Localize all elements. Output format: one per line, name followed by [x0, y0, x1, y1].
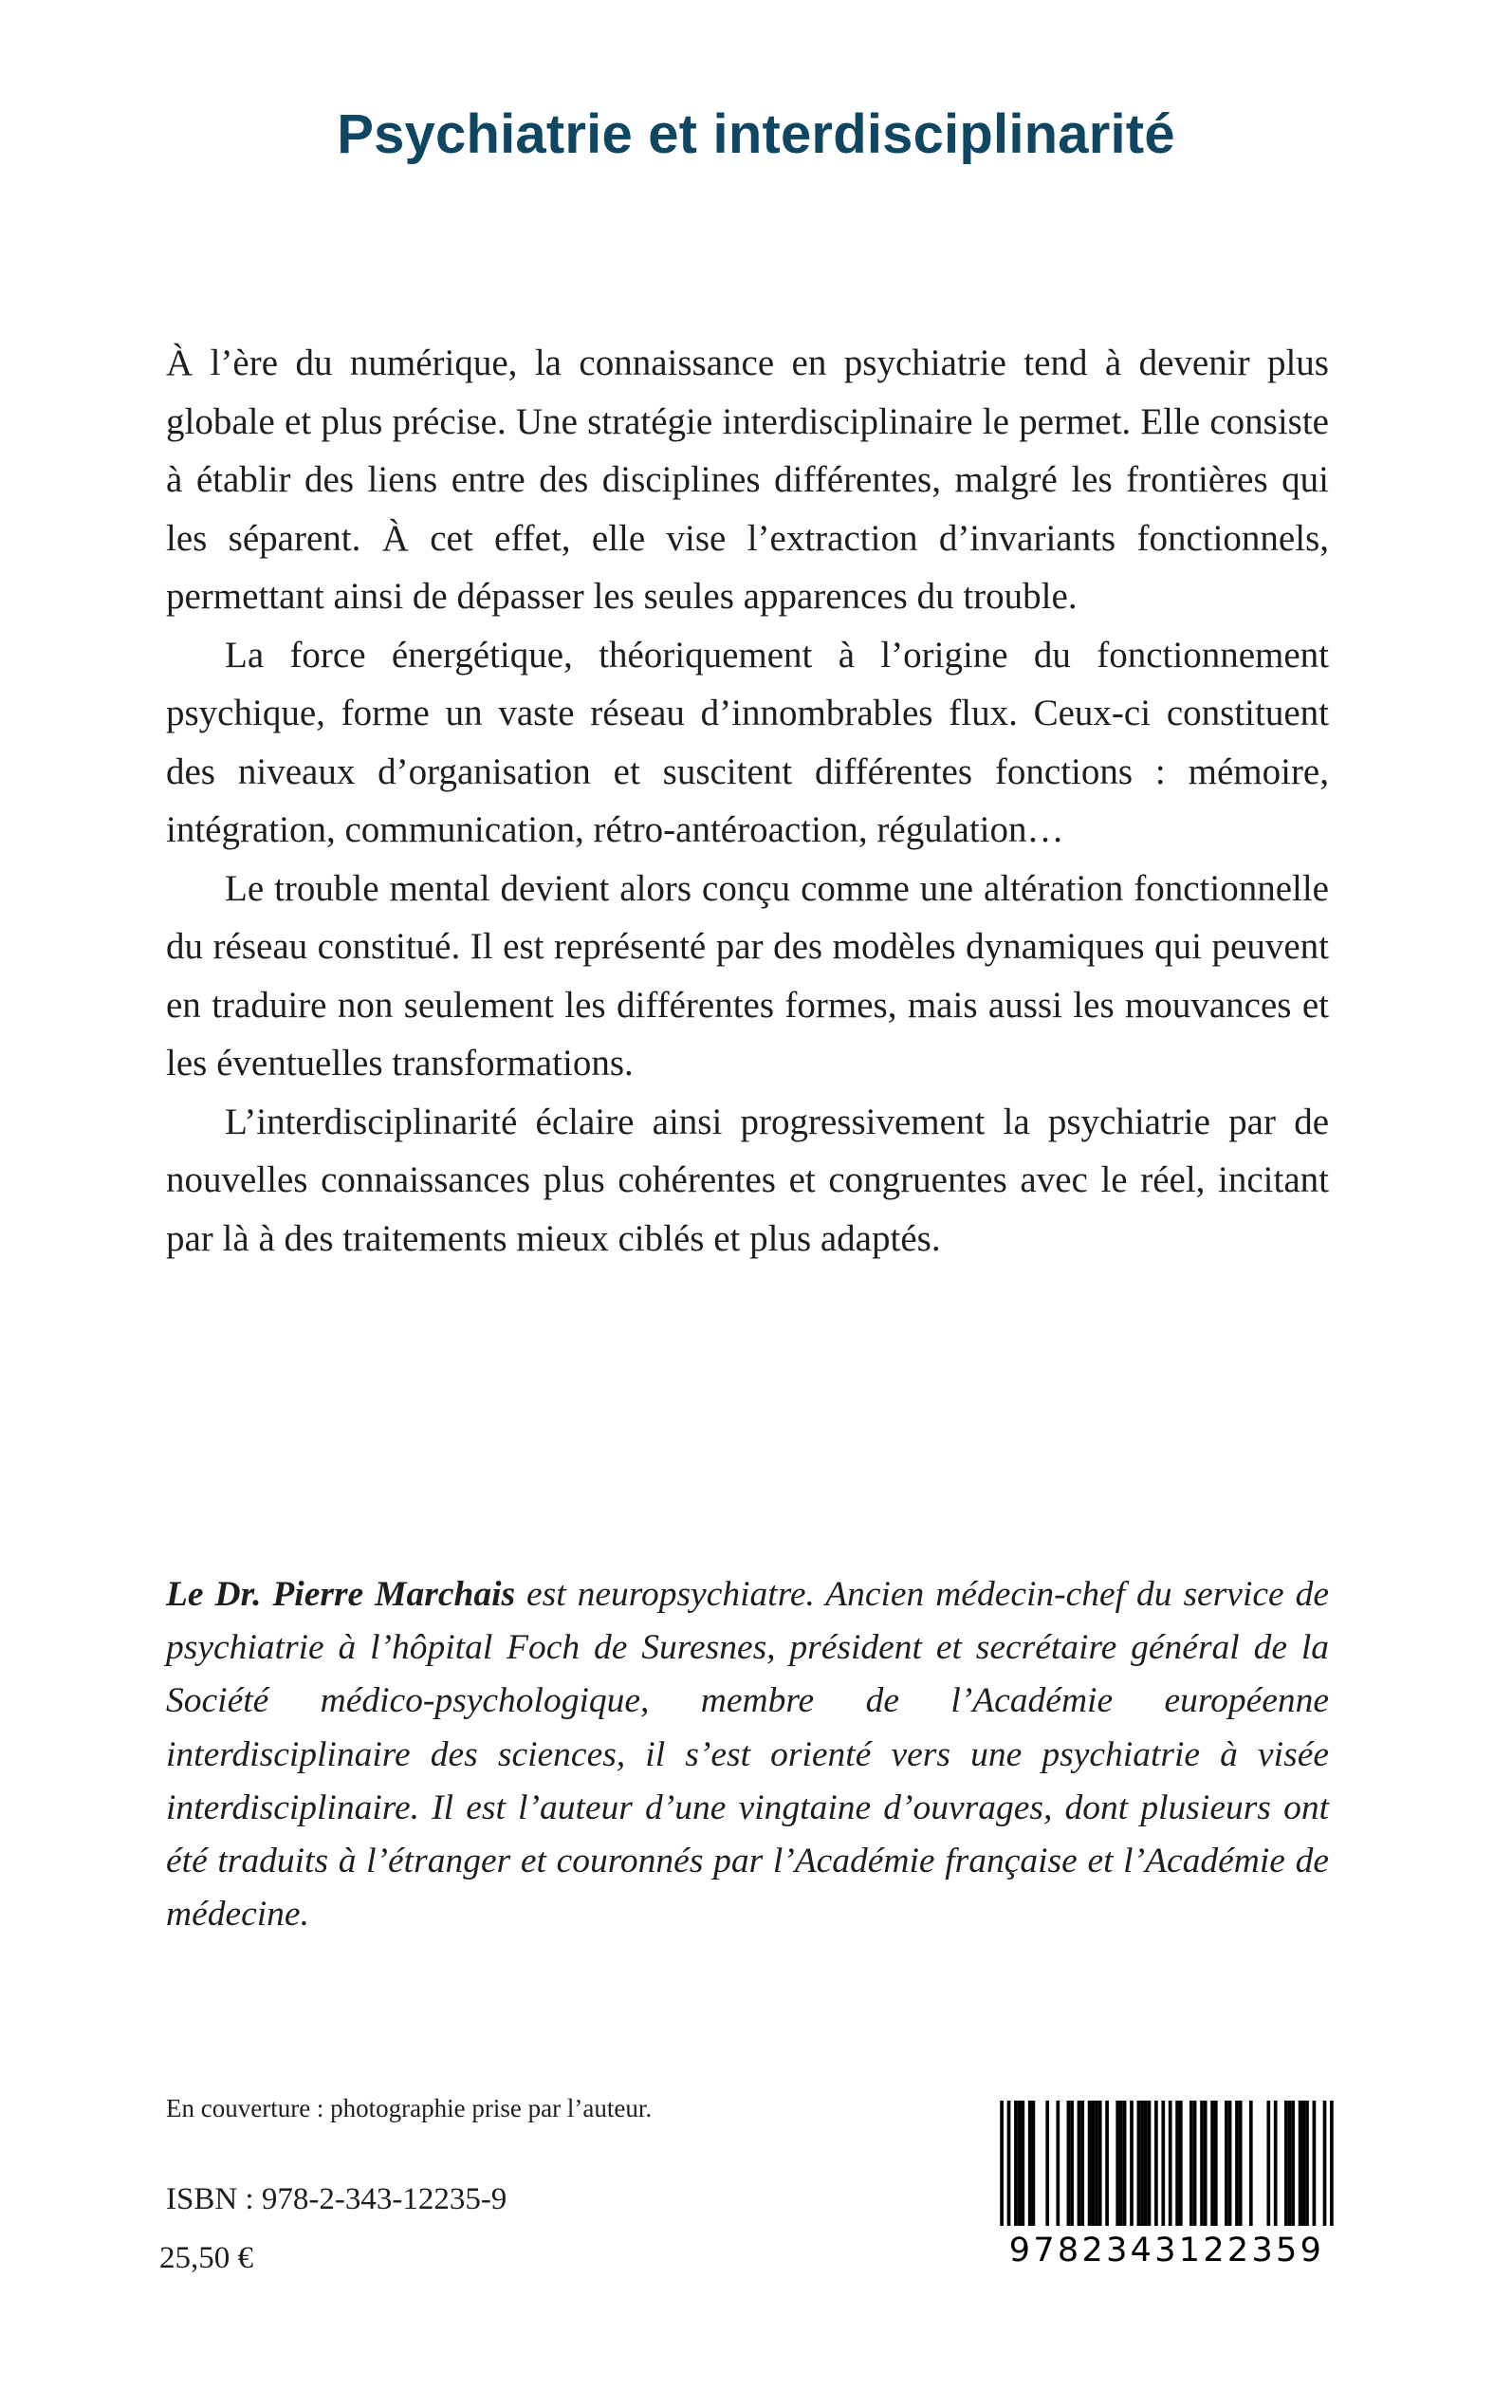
- barcode-bar: [1123, 2101, 1127, 2226]
- barcode-bar: [1305, 2101, 1309, 2226]
- book-title: Psychiatrie et interdisciplinarité: [337, 103, 1175, 165]
- barcode-bar: [1095, 2101, 1098, 2226]
- barcode-bar: [1175, 2101, 1179, 2226]
- author-bio-text: est neuropsychiatre. Ancien médecin-chef du service de psychiatrie à l’hôpital Foch de Suresnes, président et secrétaire général de la Société médico-psychologique, membre de l’Académie européenne interdisciplinaire des sciences, il s’est orienté vers une psychiatrie à visée interdisciplinaire. Il est l’auteur d’une vingtaine d’ouvrages, dont plusieurs ont été traduits à l’étranger et couronnés par l’Académie française et l’Académie de médecine.: [166, 1575, 1329, 1935]
- barcode-bar: [1098, 2101, 1102, 2226]
- barcode-bar: [1070, 2101, 1074, 2226]
- barcode-bar: [1204, 2101, 1208, 2226]
- author-bio: [166, 1568, 1329, 1941]
- barcode-bar: [1137, 2101, 1141, 2226]
- barcode-bar: [1266, 2101, 1270, 2226]
- barcode-bar: [1088, 2101, 1092, 2226]
- barcode-bar: [1189, 2101, 1193, 2226]
- barcode-bar: [1130, 2101, 1134, 2226]
- barcode-bar: [1154, 2101, 1158, 2226]
- barcode-bar: [1200, 2101, 1204, 2226]
- barcode-bar: [1193, 2101, 1197, 2226]
- barcode-bar: [1045, 2101, 1049, 2226]
- barcode-bar: [1225, 2101, 1228, 2226]
- barcode-bar: [1235, 2101, 1239, 2226]
- barcode-bar: [1179, 2101, 1183, 2226]
- barcode-bar: [1140, 2101, 1144, 2226]
- barcode-bar: [1239, 2101, 1243, 2226]
- isbn: ISBN : 978-2-343-12235-9: [166, 2182, 507, 2216]
- barcode-bar: [1119, 2101, 1123, 2226]
- blurb-paragraph: L’interdisciplinarité éclaire ainsi progressivement la psychiatrie par de nouvelles connaissances plus cohérentes et congruentes avec le réel, incitant par là à des traitements mieux ciblés et plus adaptés.: [166, 1101, 1329, 1259]
- cover-credit: En couverture : photographie prise par l’auteur.: [166, 2094, 653, 2122]
- barcode-bar: [1091, 2101, 1095, 2226]
- barcode-bar: [1214, 2101, 1218, 2226]
- barcode-bar: [1014, 2101, 1018, 2226]
- barcode-bars: [991, 2101, 1342, 2233]
- barcode-bar: [1067, 2101, 1071, 2226]
- barcode-bar: [1249, 2101, 1253, 2226]
- price: 25,50 €: [159, 2241, 253, 2275]
- barcode-bar: [1301, 2101, 1305, 2226]
- barcode-bar: [1169, 2101, 1172, 2226]
- barcode-bar: [1144, 2101, 1148, 2226]
- blurb-paragraph: Le trouble mental devient alors conçu comme une altération fonctionnelle du réseau constitué. Il est représenté par des modèles dynamiques qui peuvent en traduire non seulement les différentes formes, mais aussi les mouvances et les éventuelles transformations.: [166, 867, 1329, 1084]
- author-name: Le Dr. Pierre Marchais: [166, 1575, 516, 1614]
- barcode-bar: [1291, 2101, 1295, 2226]
- barcode-bar: [1078, 2101, 1081, 2226]
- barcode-bar: [1299, 2101, 1302, 2226]
- barcode-bar: [1228, 2101, 1232, 2226]
- barcode-bar: [1032, 2101, 1036, 2226]
- barcode-bar: [1056, 2101, 1060, 2226]
- back-cover-blurb: [166, 334, 1329, 1268]
- barcode-bar: [1028, 2101, 1032, 2226]
- barcode-bar: [1000, 2101, 1004, 2226]
- barcode-bar: [1148, 2101, 1152, 2226]
- barcode-bar: [1080, 2101, 1084, 2226]
- barcode-bar: [1288, 2101, 1292, 2226]
- blurb-paragraph: La force énergétique, théoriquement à l’origine du fonctionnement psychique, forme un vaste réseau d’innombrables flux. Ceux-ci constituent des niveaux d’organisation et suscitent différentes fonctions : mémoire, intégration, communication, rétro-antéroaction, régulation…: [166, 634, 1329, 850]
- barcode-bar: [1210, 2101, 1214, 2226]
- barcode-bar: [1105, 2101, 1109, 2226]
- barcode-digits: 9782343122359: [1008, 2232, 1325, 2269]
- barcode-bar: [1313, 2101, 1317, 2226]
- barcode: [991, 2101, 1342, 2281]
- barcode-bar: [1161, 2101, 1165, 2226]
- barcode-bar: [1007, 2101, 1011, 2226]
- barcode-bar: [1284, 2101, 1288, 2226]
- barcode-bar: [1323, 2101, 1327, 2226]
- barcode-bar: [1274, 2101, 1278, 2226]
- barcode-bar: [1018, 2101, 1022, 2226]
- blurb-paragraph: À l’ère du numérique, la connaissance en psychiatrie tend à devenir plus globale et plus précise. Une stratégie interdisciplinaire le permet. Elle consiste à établir des liens entre des disciplines différentes, malgré les frontières qui les séparent. À cet effet, elle vise l’extraction d’invariants fonctionnels, permettant ainsi de dépasser les seules apparences du trouble.: [166, 343, 1329, 617]
- barcode-bar: [1021, 2101, 1024, 2226]
- barcode-bar: [1116, 2101, 1119, 2226]
- barcode-bar: [1330, 2101, 1334, 2226]
